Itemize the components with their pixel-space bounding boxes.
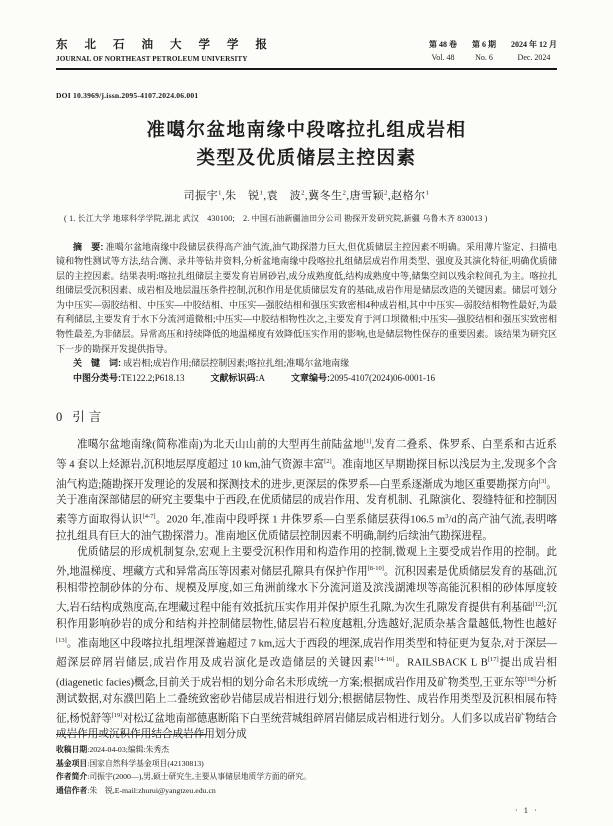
abstract-label: 摘 要: (73, 241, 104, 252)
page-number: · 1 · (514, 805, 539, 815)
author-bio-label: 作者简介 (56, 772, 88, 782)
section-number: 0 (56, 410, 63, 425)
affiliation: ( 1. 长江大学 地球科学学院,湖北 武汉 430100; 2. 中国石油新疆油田分公司 勘探开发研究院,新疆 乌鲁木齐 830013 ) (64, 214, 488, 223)
issue-info (429, 39, 557, 63)
author-bio-line (56, 770, 557, 784)
clc-label: 中图分类号: (73, 372, 121, 383)
keywords-label: 关 键 词: (73, 358, 121, 369)
issue-block (472, 39, 496, 62)
journal-name-cn: 东北石油大学学报 (56, 39, 284, 51)
received-date-text: :2024-04-03;编辑:朱秀杰 (87, 744, 170, 754)
doi-line: DOI 10.3969/j.issn.2095-4107.2024.06.001 (56, 91, 199, 100)
article-title-line2: 类型及优质储层主控因素 (196, 147, 417, 168)
classification-line (56, 371, 557, 386)
issue-cn: 第 6 期 (472, 40, 496, 49)
abstract-text: 准噶尔盆地南缘中段储层获得高产油气流,油气勘探潜力巨大,但优质储层主控因素不明确。采用薄片鉴定、扫描电镜和物性测试等方法,结合测、录井等钻井资料,分析盆地南缘中段喀拉扎组储层成岩作用类型、强度及其演化特征,明确优质储层的主控因素。结果表明:喀拉扎组储层主要发育岩屑砂岩,成分成熟度低,结构成熟度中等,储集空间以残余粒间孔为主。喀拉扎组储层受沉积因素、成岩相及地层温压条件控制,沉积作用是优质储层发育的基础,成岩作用是储层改造的关键因素。储层可划分为中压实—弱胶结相、中压实—中胶结相、中压实—强胶结相和强压实致密相4种成岩相,其中中压实—弱胶结相物性最好,为最有利储层,主要发育于水下分流河道微相;中压实—中胶结相物性次之,主要发育于河口坝微相;中压实—强胶结相和强压实致密相物性最差,为非储层。异常高压和持续降低的地温梯度有效降低压实作用的影响,也是储层物性保存的重要因素。该结果为研究区下一步的勘探开发提供指导。 (56, 241, 557, 354)
date-cn: 2024 年 12 月 (511, 40, 557, 49)
masthead-rule (56, 68, 557, 70)
fund-line (56, 757, 557, 771)
abstract (56, 240, 557, 357)
volume-block (429, 39, 457, 62)
article-title (56, 116, 557, 172)
author-bio-text: :司振宇(2000—),男,硕士研究生,主要从事储层地质学方面的研究。 (87, 772, 311, 782)
keywords-line (56, 356, 557, 371)
footnote-separator (56, 734, 206, 735)
doc-code-label: 文献标识码: (210, 372, 259, 383)
date-block (511, 39, 557, 62)
volume-cn: 第 48 卷 (429, 40, 457, 49)
journal-name-block (56, 36, 284, 63)
article-title-line1: 准噶尔盆地南缘中段喀拉扎组成岩相 (146, 119, 467, 140)
section-heading (56, 407, 557, 425)
fund-text: :国家自然科学基金项目(42130813) (87, 758, 204, 768)
fund-label: 基金项目 (56, 758, 88, 768)
clc-value: TE122.2;P618.13 (121, 372, 185, 383)
corresponding-author-text: :朱 锐,E-mail:zhurui@yangtzeu.edu.cn (87, 786, 216, 796)
journal-masthead (56, 36, 557, 63)
date-en: Dec. 2024 (517, 53, 551, 62)
body-paragraph: 准噶尔盆地南缘(简称准南)为北天山山前的大型再生前陆盆地[1],发育二叠系、侏罗系、白垩系和古近系等 4 套以上烃源岩,沉积地层厚度超过 10 km,油气资源丰富[2]。准南地区早期勘探目标以浅层为主,发现多个含油气构造;随勘探开发理论的发展和探测技术的进步,更深层的侏罗系—白垩系逐渐成为地区重要勘探方向[3]。关于准南深部储层的研究主要集中于西段,在优质储层的成岩作用、发育机制、孔隙演化、裂缝特征和控制因素等方面取得认识[4-7]。2020 年,准南中段呼探 1 井侏罗系—白垩系储层获得106.5 $m^3/d$的高产油气流,表明喀拉扎组具有巨大的油气勘探潜力。准南地区优质储层控制因素不明确,制约后续油气勘探进程。 (56, 438, 558, 543)
article-body (56, 407, 557, 743)
received-date-line (56, 743, 557, 757)
body-paragraph: 优质储层的形成机制复杂,宏观上主要受沉积作用和构造作用的控制,微观上主要受成岩作用的控制。此外,地温梯度、埋藏方式和异常高压等因素对储层孔隙具有保护作用[8-10]。沉积因素是优质储层发育的基础,沉积相带控制砂体的分布、规模及厚度,如三角洲前缘水下分流河道及滨浅湖滩坝等高能沉积相的砂体厚度较大,岩石结构成熟度高,在埋藏过程中能有效抵抗压实作用并保护原生孔隙,为次生孔隙发育提供有利基础[12];沉积作用影响砂岩的成分和结构并控制储层物性,储层岩石粒度越粗,分选越好,泥质杂基含量越低,物性也越好[13]。准南地区中段喀拉扎组埋深普遍超过 7 km,远大于西段的埋深,成岩作用类型和特征更为复杂,对于深层—超深层碎屑岩储层,成岩作用及成岩演化是改造储层的关键因素[14-16]。RAILSBACK L B[17]提出成岩相(diagenetic facies)概念,目前关于成岩相的划分命名未形成统一方案;根据成岩作用及矿物类型,王亚东等[18]分析测试数据,对东濮凹陷上二叠统致密砂岩储层成岩相进行划分;根据储层物性、成岩作用类型及沉积相展布特征,杨悦舒等[19]对松辽盆地南部德惠断陷下白垩统营城组碎屑岩储层成岩相进行划分。人们多以成岩矿物结合成岩作用或沉积作用结合成岩作用划分成 (56, 547, 558, 741)
footnote-block (56, 734, 557, 798)
issue-en: No. 6 (475, 53, 493, 62)
article-id-label: 文章编号: (291, 372, 331, 383)
article-id-value: 2095-4107(2024)06-0001-16 (330, 372, 436, 383)
corresponding-author-line (56, 784, 557, 798)
section-title: 引言 (72, 410, 106, 425)
journal-name-en: JOURNAL OF NORTHEAST PETROLEUM UNIVERSITY (56, 55, 248, 63)
received-date-label: 收稿日期 (56, 744, 88, 754)
volume-en: Vol. 48 (431, 53, 455, 62)
keywords-text: 成岩相;成岩作用;储层控制因素;喀拉扎组;准噶尔盆地南缘 (123, 358, 350, 369)
authors-line: 司振宇$^1$,朱 锐$^1$,袁 波$^2$,冀冬生$^2$,唐雪颖$^2$,赵格尔$^1$ (183, 189, 430, 202)
doc-code-value: A (258, 372, 266, 383)
corresponding-author-label: 通信作者 (56, 786, 88, 796)
